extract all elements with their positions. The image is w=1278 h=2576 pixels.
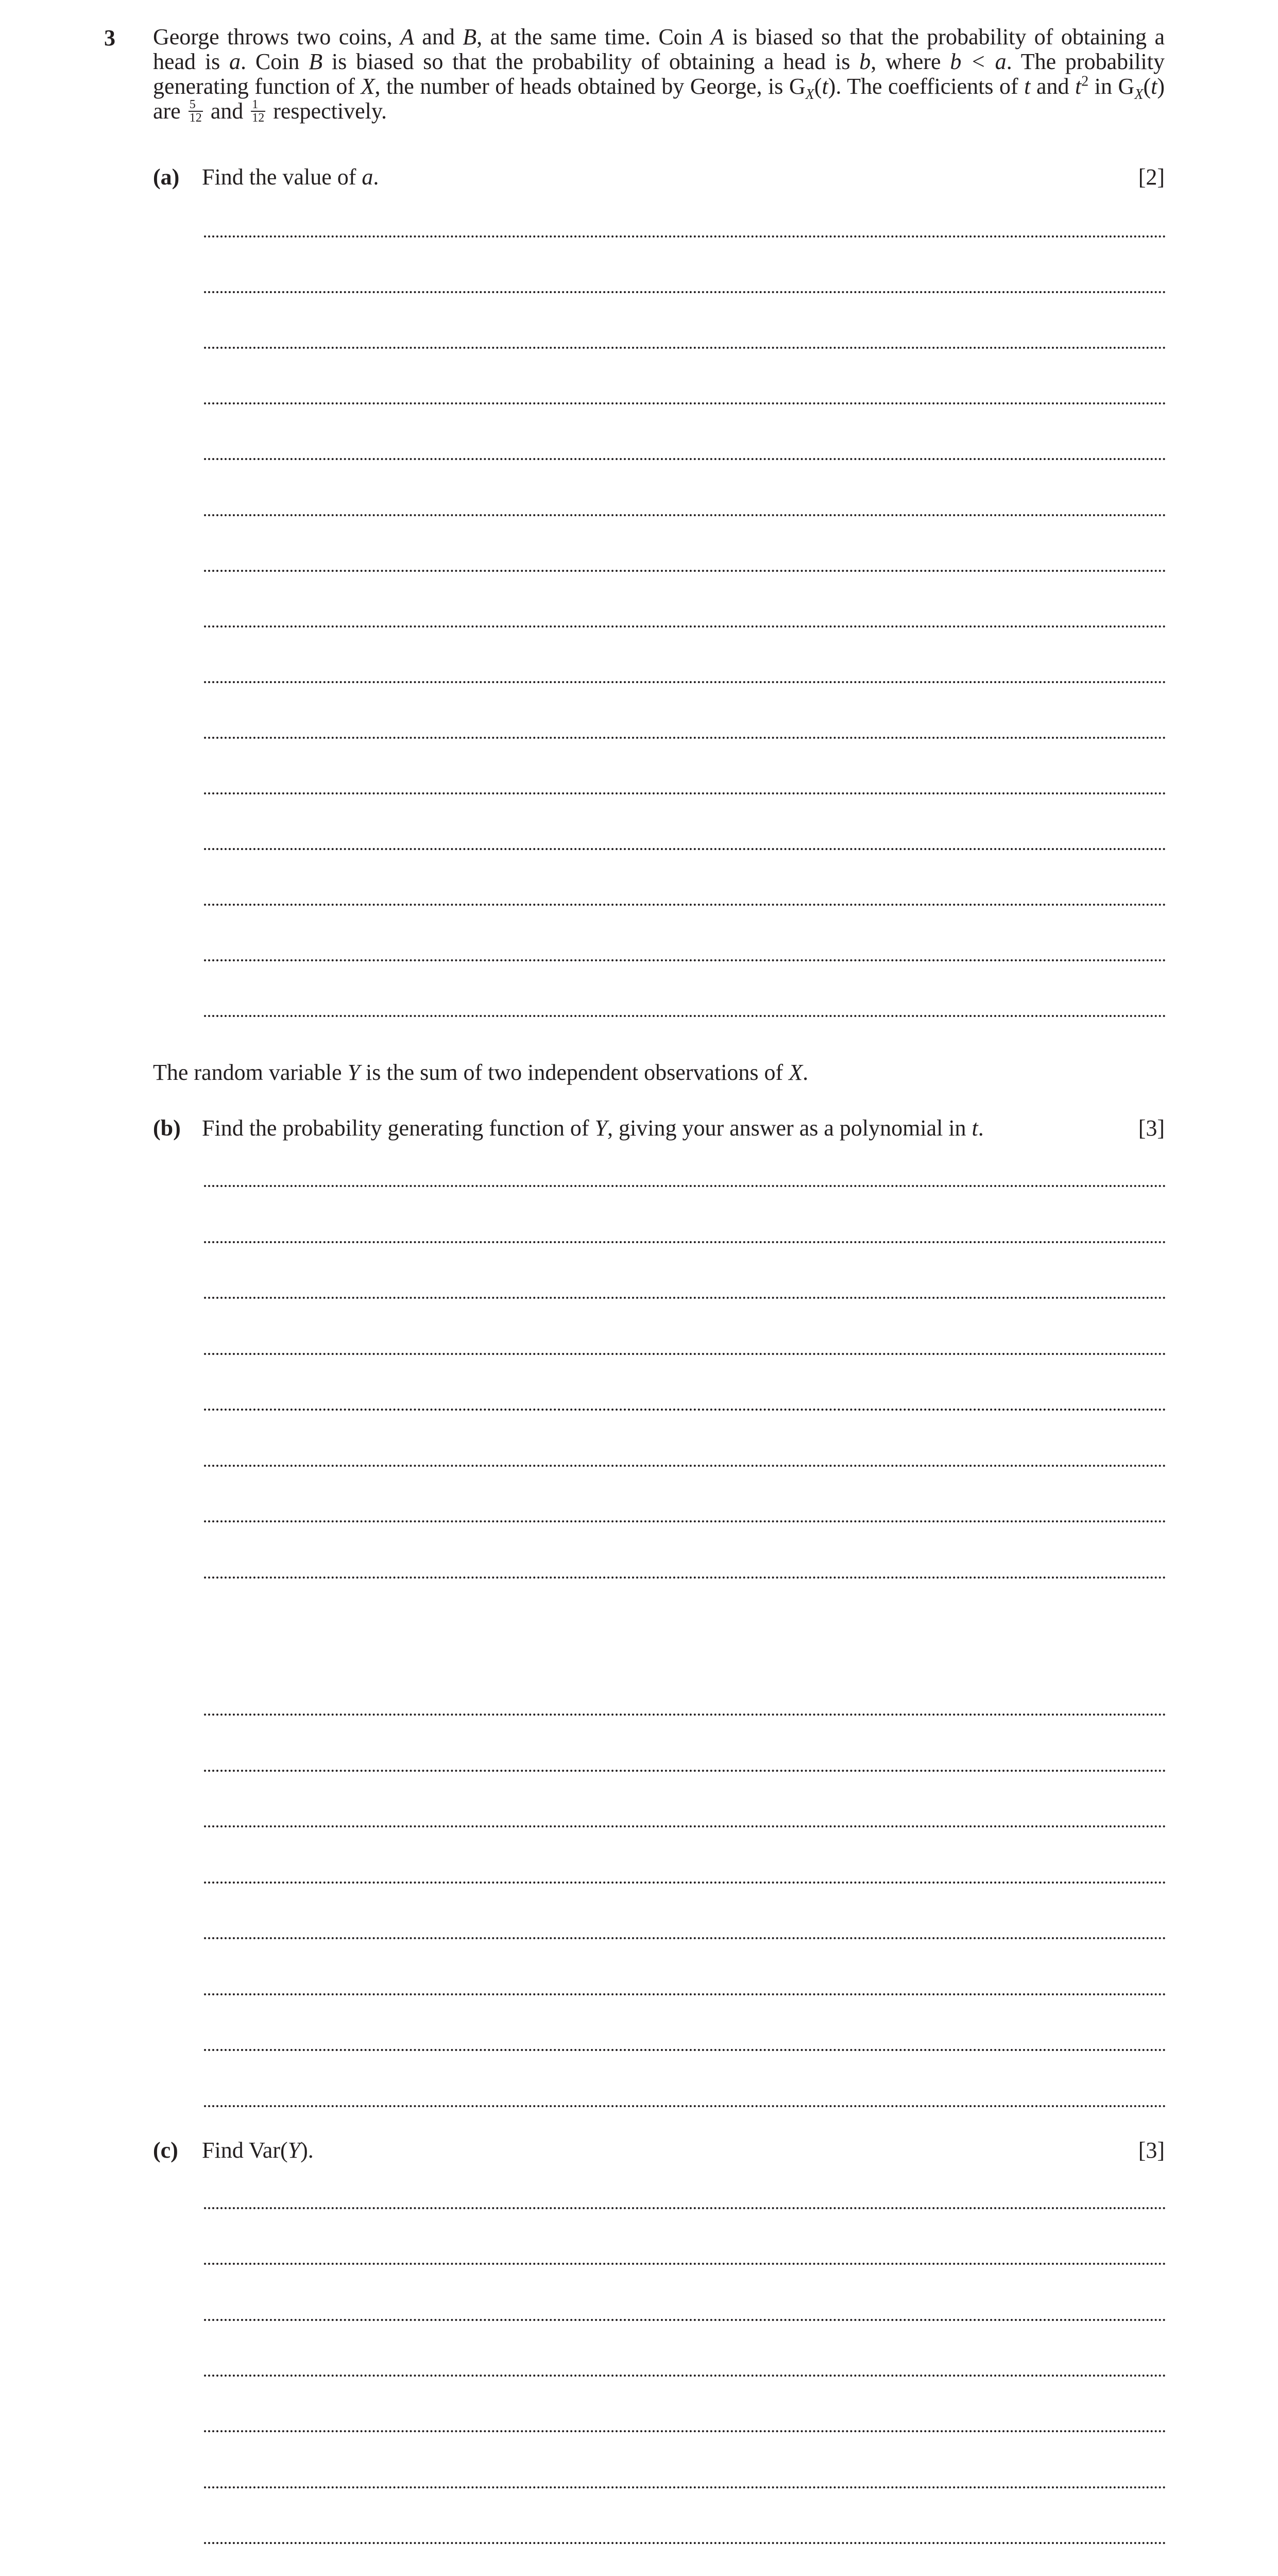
answer-line bbox=[204, 347, 1166, 349]
answer-line bbox=[204, 458, 1166, 460]
part-a-marks: [2] bbox=[1138, 164, 1165, 190]
part-c-marks: [3] bbox=[1138, 2138, 1165, 2163]
answer-line bbox=[204, 959, 1166, 961]
answer-line bbox=[204, 1015, 1166, 1017]
answer-line bbox=[204, 681, 1166, 683]
random-variable-statement: The random variable Y is the sum of two independent observations of X. bbox=[153, 1060, 809, 1085]
answer-line bbox=[204, 514, 1166, 516]
part-a-label: (a) bbox=[153, 164, 180, 190]
answer-line bbox=[204, 2486, 1166, 2488]
answer-line bbox=[204, 2207, 1166, 2209]
answer-line bbox=[204, 1241, 1166, 1243]
answer-line bbox=[204, 2319, 1166, 2321]
answer-line bbox=[204, 1882, 1166, 1884]
part-b-text: Find the probability generating function of Y, giving your answer as a polynomial in t. bbox=[202, 1115, 984, 1141]
answer-line bbox=[204, 625, 1166, 628]
answer-line bbox=[204, 402, 1166, 404]
answer-line bbox=[204, 1577, 1166, 1579]
answer-line bbox=[204, 1297, 1166, 1299]
answer-line bbox=[204, 1185, 1166, 1187]
answer-line bbox=[204, 1937, 1166, 1939]
answer-line bbox=[204, 737, 1166, 739]
answer-line bbox=[204, 1465, 1166, 1467]
answer-line bbox=[204, 848, 1166, 850]
inequality: b < a bbox=[950, 49, 1007, 74]
answer-line bbox=[204, 792, 1166, 794]
part-b-label: (b) bbox=[153, 1115, 181, 1141]
part-b-marks: [3] bbox=[1138, 1115, 1165, 1141]
answer-line bbox=[204, 2049, 1166, 2051]
answer-line bbox=[204, 2375, 1166, 2377]
answer-line bbox=[204, 235, 1166, 238]
fraction-one-twelfth: $\frac{1}{12}$ bbox=[252, 97, 265, 125]
answer-line bbox=[204, 2105, 1166, 2107]
answer-line bbox=[204, 1770, 1166, 1772]
answer-line bbox=[204, 2263, 1166, 2265]
part-c-text: Find Var(Y). bbox=[202, 2138, 314, 2163]
answer-line bbox=[204, 291, 1166, 293]
answer-line bbox=[204, 1825, 1166, 1827]
answer-line bbox=[204, 1993, 1166, 1995]
answer-line bbox=[204, 1409, 1166, 1411]
question-number: 3 bbox=[104, 25, 115, 50]
answer-line bbox=[204, 2542, 1166, 2544]
question-stem: George throws two coins, A and B, at the same time. Coin A is biased so that the probability of obtaining a head is a. Coin B is biased so that the probability of obtaining a head is b, where b < a. The probability generating function of X, the number of heads obtained by George, is $G_X(t)$. The coefficients of t and $t^2$ in $G_X(t)$ are $\frac{5}{12}$ and $\frac{1}{12}$ respectively. bbox=[153, 24, 1165, 125]
part-a-text: Find the value of a. bbox=[202, 164, 379, 190]
part-c-label: (c) bbox=[153, 2138, 178, 2163]
answer-line bbox=[204, 2430, 1166, 2432]
answer-line bbox=[204, 904, 1166, 906]
fraction-five-twelfths: $\frac{5}{12}$ bbox=[189, 97, 202, 125]
answer-line bbox=[204, 1714, 1166, 1716]
answer-line bbox=[204, 1353, 1166, 1355]
answer-line bbox=[204, 1520, 1166, 1522]
answer-line bbox=[204, 570, 1166, 572]
